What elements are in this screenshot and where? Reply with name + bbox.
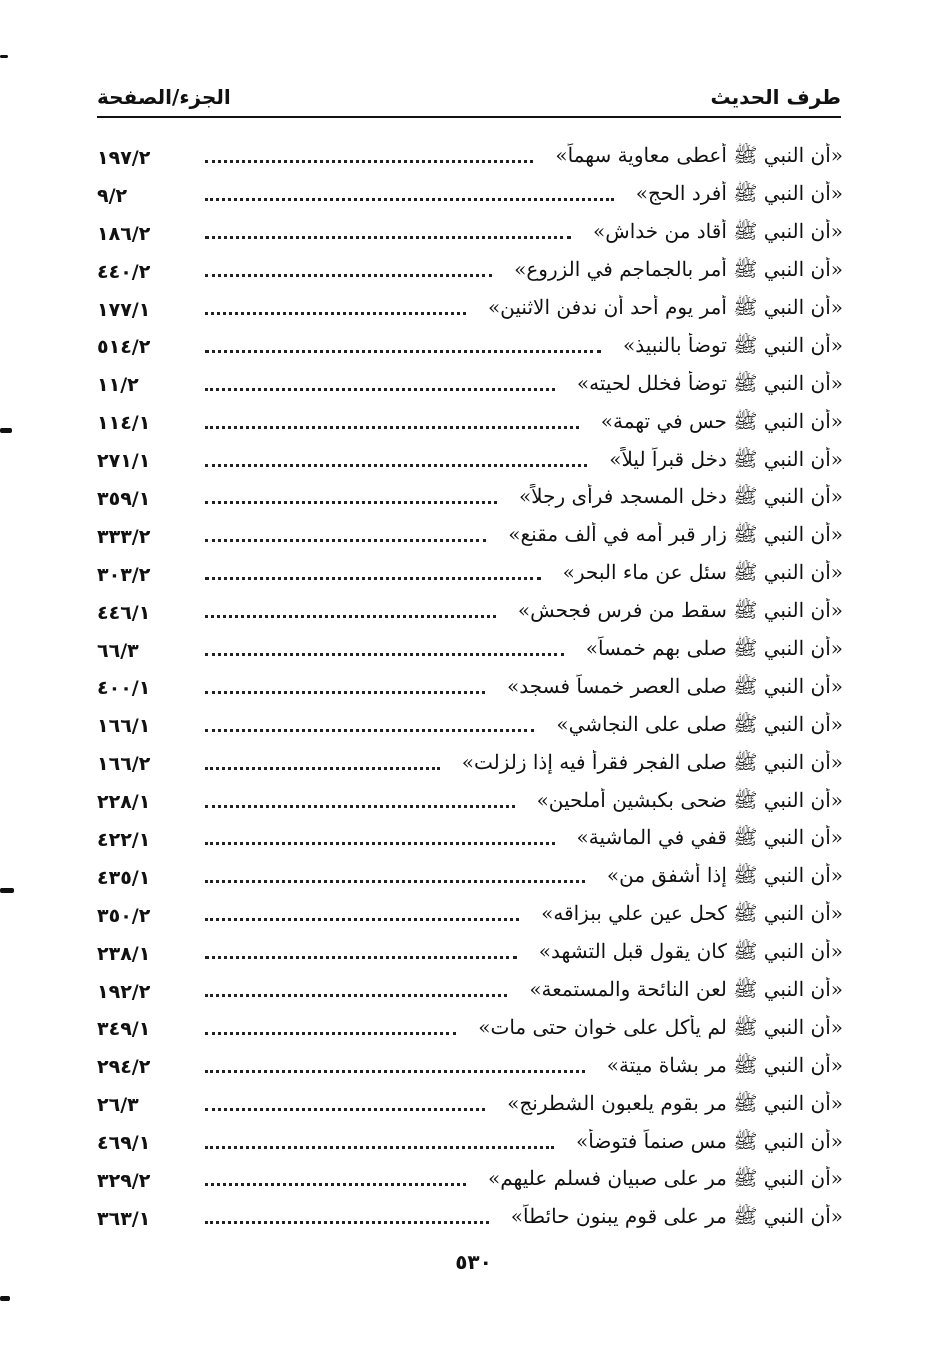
dot-leader (205, 653, 564, 656)
dot-leader (205, 350, 601, 353)
index-entry (97, 1048, 843, 1086)
entry-ref: ٣٥٠/٢ (97, 904, 151, 927)
entry-text: «أن النبي ﷺ مر على قوم يبنون حائطاً» (510, 1204, 843, 1229)
index-entry (97, 518, 843, 556)
entry-ref: ٣٦٣/١ (97, 1207, 151, 1230)
entry-text: «أن النبي ﷺ دخل المسجد فرأى رجلاً» (518, 484, 843, 509)
dot-leader (205, 312, 466, 315)
entry-ref: ٣٣٣/٢ (97, 525, 151, 548)
entry-ref: ٣٥٩/١ (97, 487, 151, 510)
entry-ref: ٣٤٩/١ (97, 1018, 151, 1041)
index-entry (97, 177, 843, 215)
entry-ref: ٤٠٠/١ (97, 677, 151, 700)
scan-mark-bottom (0, 1296, 10, 1301)
index-entry (97, 215, 843, 253)
entry-text: «أن النبي ﷺ صلى العصر خمساً فسجد» (506, 673, 843, 698)
index-entry (97, 404, 843, 442)
scan-mark-lower (0, 888, 14, 893)
dot-leader (205, 615, 496, 618)
index-entry (97, 897, 843, 935)
page-number: ٥٣٠ (455, 1250, 492, 1274)
index-entry (97, 1124, 843, 1162)
entry-text: «أن النبي ﷺ كان يقول قبل التشهد» (538, 939, 843, 964)
index-entry (97, 707, 843, 745)
entry-ref: ١٦٦/١ (97, 715, 151, 738)
index-entry (97, 745, 843, 783)
entry-text: «أن النبي ﷺ صلى على النجاشي» (556, 711, 843, 736)
entry-text: «أن النبي ﷺ أمر بالجماجم في الزروع» (514, 257, 843, 282)
index-entry (97, 366, 843, 404)
dot-leader (205, 426, 579, 429)
dot-leader (205, 805, 515, 808)
dot-leader (205, 198, 614, 201)
dot-leader (205, 994, 507, 997)
index-entry (97, 328, 843, 366)
column-header (97, 78, 841, 118)
index-entry (97, 859, 843, 897)
entry-text: «أن النبي ﷺ مس صنماً فتوضأ» (576, 1128, 843, 1153)
entry-text: «أن النبي ﷺ زار قبر أمه في ألف مقنع» (508, 522, 843, 547)
entry-ref: ١٦٦/٢ (97, 753, 151, 776)
entry-ref: ٤٣٥/١ (97, 866, 151, 889)
scan-mark-mid (0, 428, 12, 433)
entry-text: «أن النبي ﷺ سئل عن ماء البحر» (562, 560, 843, 585)
scan-mark-top (0, 55, 8, 58)
header-ref-label: الجزء/الصفحة (97, 85, 231, 109)
dot-leader (205, 160, 533, 163)
dot-leader (205, 388, 555, 391)
entry-ref: ٢٦/٣ (97, 1094, 139, 1117)
dot-leader (205, 464, 587, 467)
entry-text: «أن النبي ﷺ صلى بهم خمساً» (585, 636, 843, 661)
dot-leader (205, 956, 517, 959)
entry-text: «أن النبي ﷺ إذا أشفق من» (606, 863, 843, 888)
entry-ref: ٢٧١/١ (97, 450, 151, 473)
dot-leader (205, 691, 485, 694)
entry-text: «أن النبي ﷺ دخل قبراً ليلاً» (609, 446, 843, 471)
entry-ref: ٣٢٩/٢ (97, 1169, 151, 1192)
dot-leader (205, 767, 440, 770)
entry-ref: ٢٣٨/١ (97, 942, 151, 965)
dot-leader (205, 1146, 554, 1149)
index-entry (97, 1010, 843, 1048)
index-entry (97, 253, 843, 291)
entry-ref: ١١٤/١ (97, 412, 151, 435)
entry-text: «أن النبي ﷺ لم يأكل على خوان حتى مات» (478, 1014, 843, 1039)
entry-text: «أن النبي ﷺ حس في تهمة» (600, 408, 843, 433)
dot-leader (205, 1221, 489, 1224)
dot-leader (205, 1183, 466, 1186)
dot-leader (205, 729, 534, 732)
entry-text: «أن النبي ﷺ أقاد من خداش» (593, 219, 843, 244)
dot-leader (205, 236, 571, 239)
entry-text: «أن النبي ﷺ سقط من فرس فجحش» (517, 598, 843, 623)
entry-ref: ١٨٦/٢ (97, 222, 151, 245)
dot-leader (205, 577, 541, 580)
index-entry (97, 935, 843, 973)
dot-leader (205, 539, 486, 542)
index-entry (97, 821, 843, 859)
index-entry (97, 442, 843, 480)
index-entry (97, 480, 843, 518)
entry-text: «أن النبي ﷺ توضأ فخلل لحيته» (576, 370, 843, 395)
entry-text: «أن النبي ﷺ مر بشاة ميتة» (606, 1052, 843, 1077)
entry-ref: ١٩٧/٢ (97, 146, 151, 169)
index-entry (97, 556, 843, 594)
entry-text: «أن النبي ﷺ مر على صبيان فسلم عليهم» (487, 1166, 843, 1191)
entry-text: «أن النبي ﷺ أعطى معاوية سهماً» (555, 143, 843, 168)
index-entry (97, 139, 843, 177)
dot-leader (205, 842, 555, 845)
index-entry (97, 632, 843, 670)
entry-text: «أن النبي ﷺ أفرد الحج» (635, 181, 843, 206)
index-entry (97, 1162, 843, 1200)
entry-ref: ١١/٢ (97, 374, 139, 397)
entry-text: «أن النبي ﷺ كحل عين علي ببزاقه» (541, 901, 843, 926)
entry-ref: ٣٠٣/٢ (97, 563, 151, 586)
index-entry (97, 1086, 843, 1124)
entry-text: «أن النبي ﷺ مر بقوم يلعبون الشطرنج» (507, 1090, 843, 1115)
index-entry (97, 973, 843, 1011)
entry-text: «أن النبي ﷺ أمر يوم أحد أن ندفن الاثنين» (487, 295, 843, 319)
entry-ref: ٩/٢ (97, 184, 128, 207)
index-entry (97, 594, 843, 632)
entry-ref: ٤٤٦/١ (97, 601, 151, 624)
index-entry (97, 1200, 843, 1238)
index-entry (97, 783, 843, 821)
entry-ref: ٢٢٨/١ (97, 791, 151, 814)
entry-ref: ٥١٤/٢ (97, 336, 151, 359)
index-entry (97, 291, 843, 329)
dot-leader (205, 1108, 485, 1111)
header-title: طرف الحديث (710, 85, 841, 109)
entry-ref: ٦٦/٣ (97, 639, 139, 662)
entry-ref: ١٧٧/١ (97, 298, 151, 321)
dot-leader (205, 1070, 585, 1073)
entry-ref: ٤٢٢/١ (97, 828, 151, 851)
entry-text: «أن النبي ﷺ ضحى بكبشين أملحين» (536, 787, 843, 812)
entry-ref: ٤٦٩/١ (97, 1132, 151, 1155)
index-entry (97, 669, 843, 707)
hadith-index-list (97, 139, 843, 1238)
entry-ref: ٢٩٤/٢ (97, 1056, 151, 1079)
entry-ref: ١٩٢/٢ (97, 980, 151, 1003)
entry-text: «أن النبي ﷺ قفي في الماشية» (576, 825, 843, 850)
dot-leader (205, 1032, 456, 1035)
dot-leader (205, 918, 519, 921)
entry-text: «أن النبي ﷺ لعن النائحة والمستمعة» (529, 977, 843, 1002)
dot-leader (205, 274, 492, 277)
entry-ref: ٤٤٠/٢ (97, 260, 151, 283)
entry-text: «أن النبي ﷺ توضأ بالنبيذ» (622, 332, 843, 357)
dot-leader (205, 501, 497, 504)
dot-leader (205, 880, 585, 883)
entry-text: «أن النبي ﷺ صلى الفجر فقرأ فيه إذا زلزلت» (461, 749, 843, 774)
